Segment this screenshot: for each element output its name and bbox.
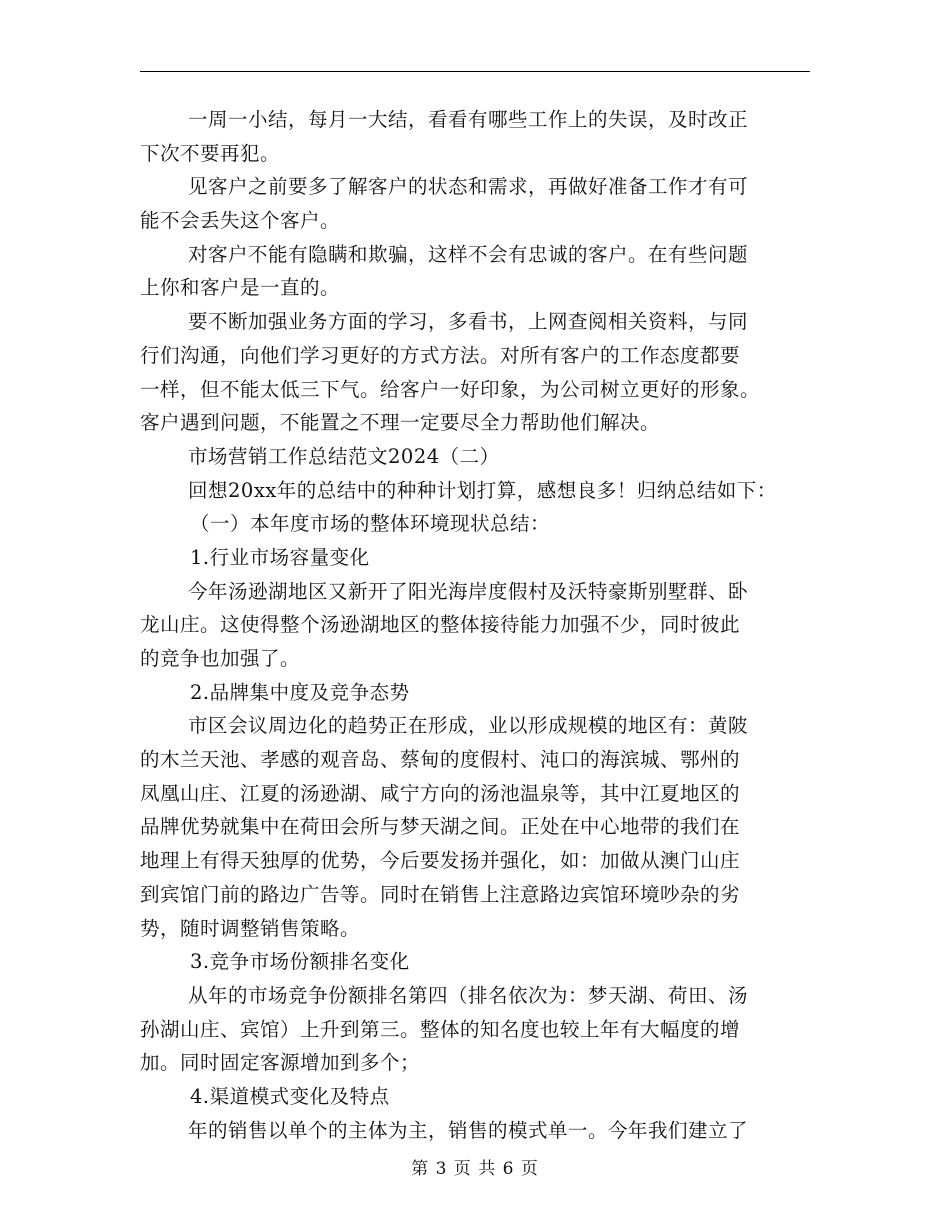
section-heading: （一）本年度市场的整体环境现状总结：: [190, 512, 551, 536]
header-rule: [140, 71, 810, 72]
subsection-heading: 1.行业市场容量变化: [190, 545, 370, 569]
paragraph-line: 加。同时固定客源增加到多个；: [140, 1051, 421, 1075]
paragraph-line: 上你和客户是一直的。: [140, 276, 341, 300]
paragraph-line: 年的销售以单个的主体为主，销售的模式单一。今年我们建立了: [188, 1118, 749, 1142]
subsection-heading: 2.品牌集中度及竞争态势: [190, 680, 410, 704]
paragraph-line: 到宾馆门前的路边广告等。同时在销售上注意路边宾馆环境吵杂的劣: [140, 882, 741, 906]
paragraph-line: 见客户之前要多了解客户的状态和需求，再做好准备工作才有可: [188, 175, 749, 199]
paragraph-line: 回想20xx年的总结中的种种计划打算，感想良多！归纳总结如下：: [188, 478, 777, 502]
paragraph-line: 一样，但不能太低三下气。给客户一好印象，为公司树立更好的形象。: [140, 377, 761, 401]
paragraph-line: 的竞争也加强了。: [140, 647, 301, 670]
subsection-heading: 3.竞争市场份额排名变化: [190, 950, 410, 974]
paragraph-line: 客户遇到问题，不能置之不理一定要尽全力帮助他们解决。: [140, 411, 661, 435]
paragraph-line: 能不会丢失这个客户。: [140, 209, 341, 233]
paragraph-line: 行们沟通，向他们学习更好的方式方法。对所有客户的工作态度都要: [140, 343, 741, 367]
page-number-footer: 第 3 页 共 6 页: [411, 1159, 539, 1179]
paragraph-line: 龙山庄。这使得整个汤逊湖地区的整体接待能力加强不少，同时彼此: [140, 613, 741, 637]
section-title: 市场营销工作总结范文2024（二）: [188, 444, 500, 468]
paragraph-line: 今年汤逊湖地区又新开了阳光海岸度假村及沃特豪斯别墅群、卧: [188, 579, 749, 603]
paragraph-line: 地理上有得天独厚的优势，今后要发扬并强化，如：加做从澳门山庄: [140, 849, 741, 873]
document-body: [140, 103, 820, 1147]
paragraph-line: 的木兰天池、孝感的观音岛、蔡甸的度假村、沌口的海滨城、鄂州的: [140, 748, 741, 772]
paragraph-line: 从年的市场竞争份额排名第四（排名依次为：梦天湖、荷田、汤: [188, 983, 749, 1007]
paragraph-line: 下次不要再犯。: [140, 141, 281, 165]
paragraph-line: 对客户不能有隐瞒和欺骗，这样不会有忠诚的客户。在有些问题: [188, 242, 749, 266]
paragraph-line: 市区会议周边化的趋势正在形成，业以形成规模的地区有：黄陂: [188, 714, 749, 738]
paragraph-line: 一周一小结，每月一大结，看看有哪些工作上的失误，及时改正: [188, 108, 749, 131]
paragraph-line: 孙湖山庄、宾馆）上升到第三。整体的知名度也较上年有大幅度的增: [140, 1017, 741, 1041]
paragraph-line: 凤凰山庄、江夏的汤逊湖、咸宁方向的汤池温泉等，其中江夏地区的: [140, 781, 741, 805]
paragraph-line: 要不断加强业务方面的学习，多看书，上网查阅相关资料，与同: [188, 310, 749, 334]
paragraph-line: 势，随时调整销售策略。: [140, 916, 361, 940]
subsection-heading: 4.渠道模式变化及特点: [190, 1084, 390, 1108]
paragraph-line: 品牌优势就集中在荷田会所与梦天湖之间。正处在中心地带的我们在: [140, 815, 741, 839]
